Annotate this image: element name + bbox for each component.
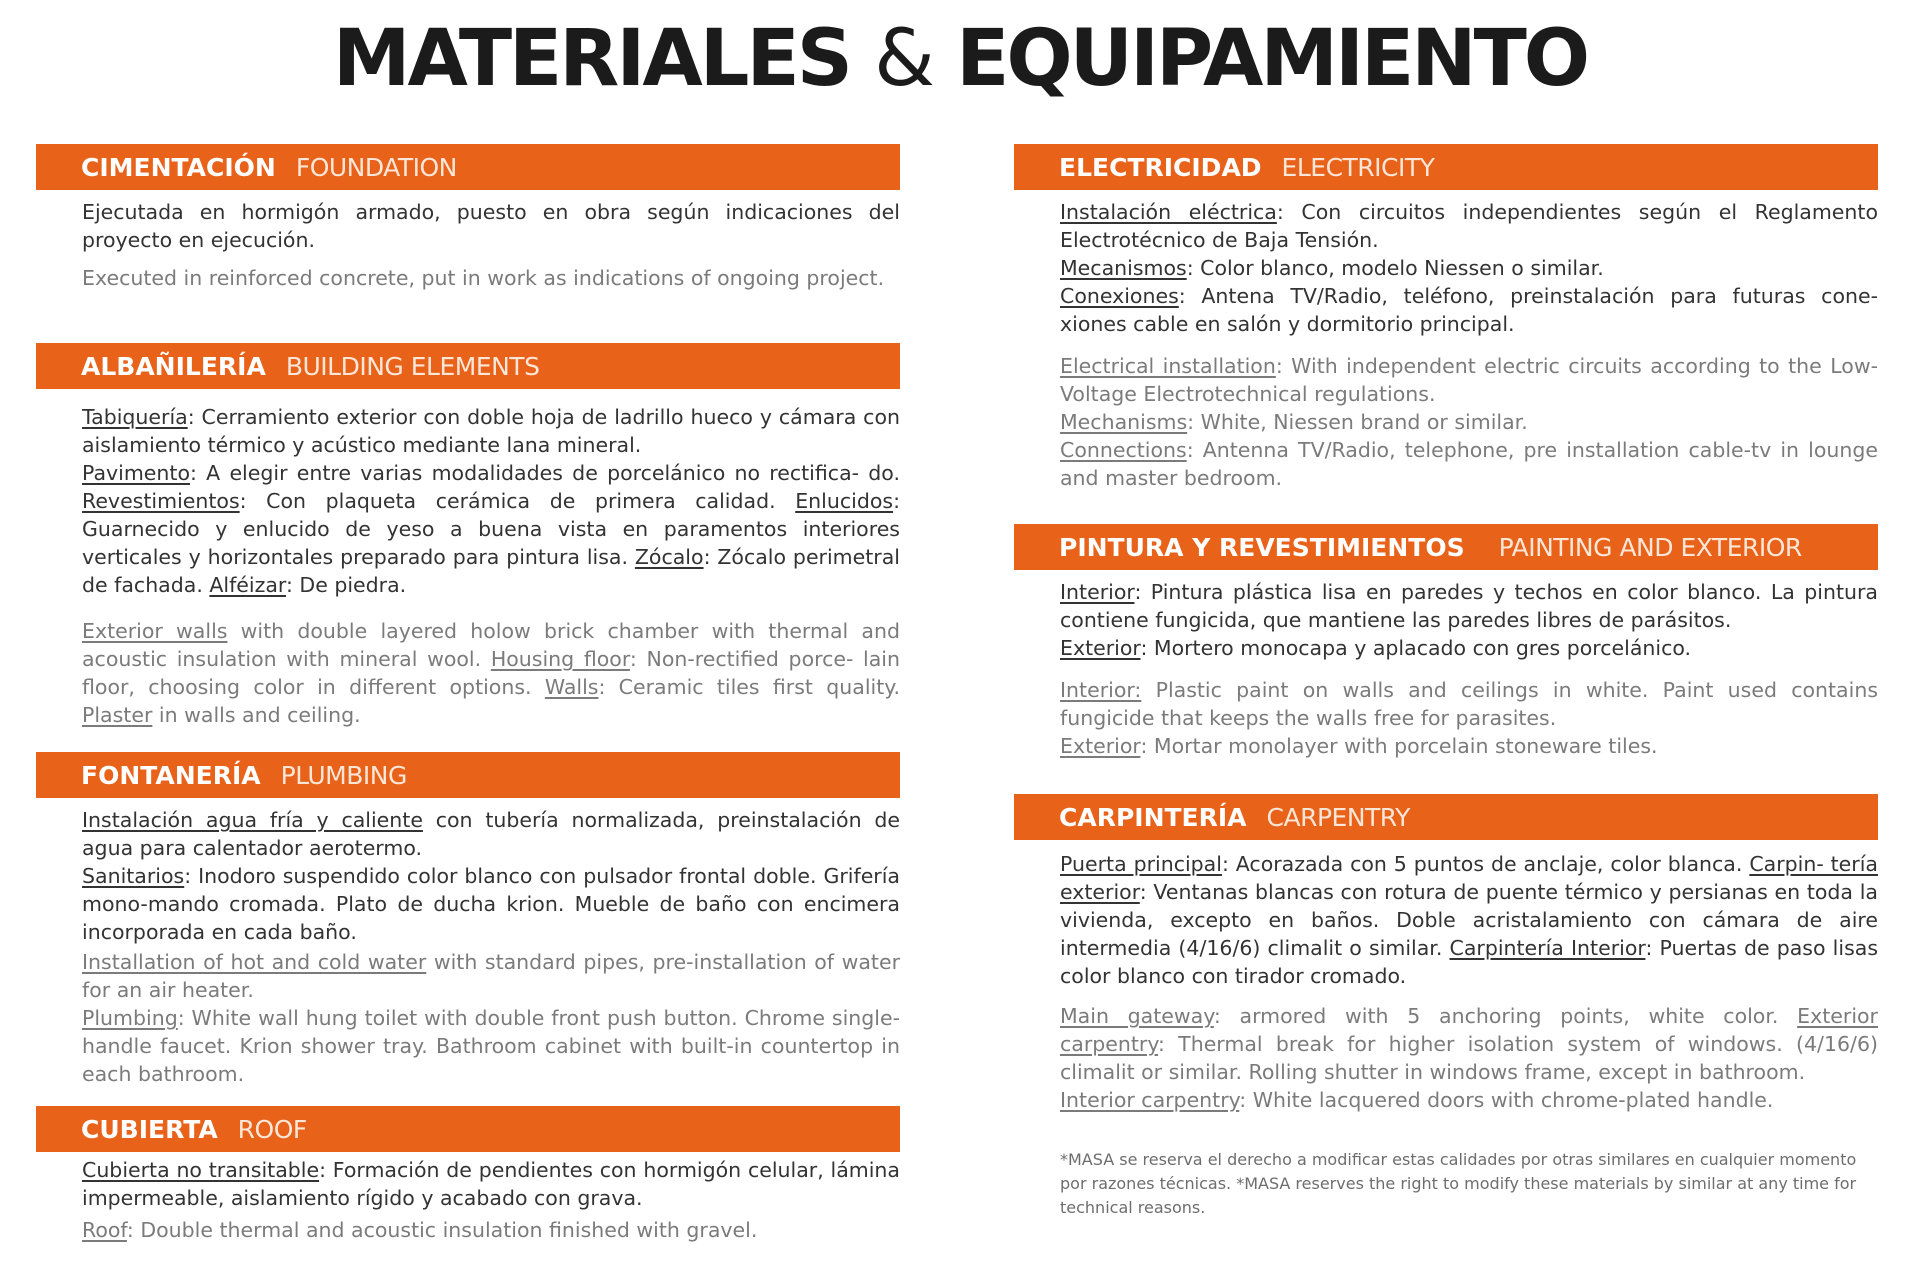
term: Cubierta no transitable <box>82 1158 320 1182</box>
term: Carpintería Interior <box>1449 936 1646 960</box>
term: Plaster <box>82 703 153 727</box>
term: Interior carpentry <box>1060 1088 1240 1112</box>
desc: : Cerramiento exterior con doble hoja de ladrillo hueco y cámara con aislamiento térmico y acústico mediante lana mineral. <box>82 405 900 457</box>
text-es <box>82 1156 900 1212</box>
term: Alféizar <box>209 573 286 597</box>
desc: : Mortar monolayer with porcelain stoneware tiles. <box>1140 734 1658 758</box>
section-title-en: BUILDING ELEMENTS <box>285 351 540 381</box>
term: Zócalo <box>634 545 704 569</box>
term: Mechanisms <box>1060 410 1188 434</box>
footnote-block <box>1014 1148 1878 1220</box>
desc: : Guarnecido y enlucido de yeso a buena vista en paramentos interiores verticales y horizontales preparado para pintura lisa. <box>82 489 900 569</box>
desc: : Antenna TV/Radio, telephone, pre installation cable-tv in lounge and master bedroom. <box>1060 438 1878 490</box>
section-title-en: FOUNDATION <box>295 152 457 182</box>
desc: : White wall hung toilet with double front push button. Chrome single-handle faucet. Krion shower tray. Bathroom cabinet with built-in countertop in each bathroom. <box>82 1006 900 1086</box>
section-title-es: ALBAÑILERÍA <box>81 351 266 381</box>
section-header <box>1014 524 1878 570</box>
text-en <box>82 1216 900 1244</box>
desc: : Antena TV/Radio, teléfono, preinstalación para futuras cone- xiones cable en salón y dormitorio principal. <box>1060 284 1878 336</box>
desc: Plastic paint on walls and ceilings in white. Paint used contains fungicide that keeps the walls free for parasites. <box>1060 678 1878 730</box>
term: Installation of hot and cold water <box>82 950 427 974</box>
term: Puerta principal <box>1060 852 1222 876</box>
desc: : Color blanco, modelo Niessen o similar. <box>1186 256 1604 280</box>
page-title-part1: MATERIALES <box>332 14 850 104</box>
desc: : White lacquered doors with chrome-plated handle. <box>1239 1088 1774 1112</box>
section-fontaneria <box>36 752 900 1088</box>
term: Electrical installation <box>1060 354 1276 378</box>
desc: : Con circuitos independientes según el Reglamento Electrotécnico de Baja Tensión. <box>1060 200 1878 252</box>
term: Sanitarios <box>82 864 185 888</box>
text-es <box>1060 850 1878 990</box>
section-cubierta <box>36 1106 900 1244</box>
desc: con tubería normalizada, preinstalación de agua para calentador aerotermo. <box>82 808 900 860</box>
page-title-part2: EQUIPAMIENTO <box>956 14 1588 104</box>
section-title-es: CARPINTERÍA <box>1059 802 1247 832</box>
text-en <box>82 617 900 729</box>
text-en: Executed in reinforced concrete, put in work as indications of ongoing project. <box>82 266 885 290</box>
term: Instalación eléctrica <box>1060 200 1277 224</box>
section-title-en: ROOF <box>237 1114 307 1144</box>
term: Tabiquería <box>82 405 188 429</box>
term: Enlucidos <box>795 489 894 513</box>
section-header <box>36 752 900 798</box>
section-title-es: PINTURA Y REVESTIMIENTOS <box>1059 532 1465 562</box>
term: Plumbing <box>82 1006 178 1030</box>
text-es <box>82 403 900 599</box>
desc: : armored with 5 anchoring points, white color. <box>1213 1004 1798 1028</box>
desc: : Con plaqueta cerámica de primera calidad. <box>239 489 796 513</box>
term: Exterior <box>1060 734 1141 758</box>
section-title-es: ELECTRICIDAD <box>1059 152 1262 182</box>
term: Exterior carpentry <box>1060 1004 1878 1056</box>
section-header <box>36 343 900 389</box>
section-cimentacion <box>36 144 900 292</box>
desc: : Ventanas blancas con rotura de puente térmico y persianas en toda la vivienda, excepto en baños. Doble acristalamiento con cámara de aire intermedia (4/16/6) climalit o similar. <box>1060 880 1878 960</box>
text-es <box>1060 578 1878 662</box>
desc: : Mortero monocapa y aplacado con gres porcelánico. <box>1140 636 1692 660</box>
desc: : Thermal break for higher isolation system of windows. (4/16/6) climalit or similar. Rolling shutter in windows frame, except in bathroom. <box>1060 1032 1878 1084</box>
desc: : Acorazada con 5 puntos de anclaje, color blanca. <box>1221 852 1750 876</box>
footnote: *MASA se reserva el derecho a modificar estas calidades por otras similares en cualquier momento por razones técnicas. *MASA reserves the right to modify these materials by similar at any time for technical reasons. <box>1060 1150 1857 1217</box>
section-header <box>1014 144 1878 190</box>
term: Pavimento <box>82 461 190 485</box>
term: Connections <box>1060 438 1187 462</box>
desc: : Pintura plástica lisa en paredes y techos en color blanco. La pintura contiene fungicida, que mantiene las paredes libres de parásitos. <box>1060 580 1878 632</box>
desc: in walls and ceiling. <box>152 703 361 727</box>
term: Revestimientos <box>82 489 240 513</box>
section-title-en: PAINTING AND EXTERIOR <box>1498 532 1802 562</box>
section-pintura <box>1014 524 1878 760</box>
desc: : Zócalo perimetral de fachada. <box>82 545 900 597</box>
desc: : Ceramic tiles first quality. <box>598 675 900 699</box>
term: Mecanismos <box>1060 256 1187 280</box>
section-header <box>36 1106 900 1152</box>
text-es <box>82 806 900 946</box>
term: Interior <box>1060 580 1135 604</box>
desc: : Inodoro suspendido color blanco con pulsador frontal doble. Grifería mono-mando cromada. Plato de ducha krion. Mueble de baño con encimera incorporada en cada baño. <box>82 864 900 944</box>
section-header <box>1014 794 1878 840</box>
desc: : A elegir entre varias modalidades de porcelánico no rectifica- do. <box>190 461 900 485</box>
term: Main gateway <box>1060 1004 1214 1028</box>
section-title-en: ELECTRICITY <box>1281 152 1435 182</box>
text-en <box>1060 352 1878 492</box>
page-title-amp: & <box>874 14 932 104</box>
desc: : Formación de pendientes con hormigón celular, lámina impermeable, aislamiento rígido y acabado con grava. <box>82 1158 900 1210</box>
section-title-en: CARPENTRY <box>1266 802 1410 832</box>
section-header <box>36 144 900 190</box>
text-en <box>82 948 900 1088</box>
section-title-es: FONTANERÍA <box>81 760 261 790</box>
page-title <box>0 14 1920 104</box>
desc: : Non-rectified porce- lain floor, choosing color in different options. <box>82 647 900 699</box>
text-en <box>1060 676 1878 760</box>
section-title-en: PLUMBING <box>280 760 407 790</box>
term: Instalación agua fría y caliente <box>82 808 423 832</box>
term: Exterior walls <box>82 619 228 643</box>
term: Walls <box>544 675 599 699</box>
desc: : White, Niessen brand or similar. <box>1187 410 1528 434</box>
section-albanileria <box>36 343 900 729</box>
section-carpinteria <box>1014 794 1878 1114</box>
term: Interior: <box>1060 678 1142 702</box>
text-es <box>1060 198 1878 338</box>
term: Carpin- tería exterior <box>1060 852 1878 904</box>
desc: : Puertas de paso lisas color blanco con tirador cromado. <box>1060 936 1878 988</box>
term: Exterior <box>1060 636 1141 660</box>
section-electricidad <box>1014 144 1878 492</box>
section-title-es: CIMENTACIÓN <box>81 152 276 182</box>
term: Conexiones <box>1060 284 1179 308</box>
desc: : Double thermal and acoustic insulation finished with gravel. <box>126 1218 758 1242</box>
desc: : With independent electric circuits according to the Low-Voltage Electrotechnical regulations. <box>1060 354 1878 406</box>
desc: : De piedra. <box>286 573 407 597</box>
desc: with standard pipes, pre-installation of water for an air heater. <box>82 950 901 1002</box>
text-en <box>1060 1002 1878 1114</box>
text-es: Ejecutada en hormigón armado, puesto en obra según indicaciones del proyecto en ejecución. <box>82 200 900 252</box>
section-title-es: CUBIERTA <box>81 1114 218 1144</box>
term: Housing floor <box>490 647 630 671</box>
term: Roof <box>82 1218 127 1242</box>
desc: with double layered holow brick chamber with thermal and acoustic insulation with mineral wool. <box>82 619 901 671</box>
